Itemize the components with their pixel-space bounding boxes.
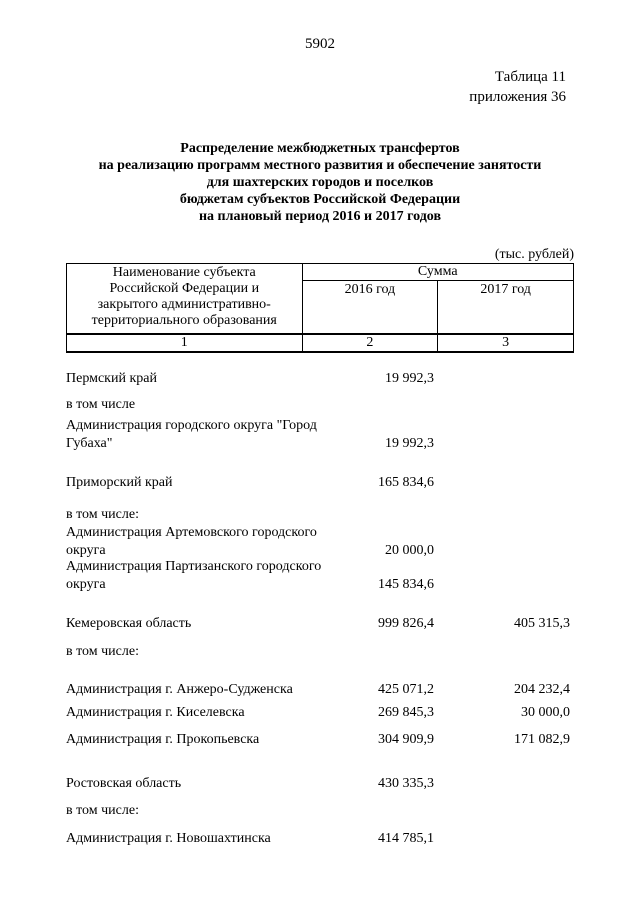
row-name: Администрация городского округа "Город Губаха"	[66, 418, 317, 451]
value-2017: 405 315,3	[514, 616, 570, 631]
value-2017: 171 082,9	[514, 732, 570, 747]
column-number-2: 2	[302, 334, 438, 352]
header-name-line4: территориального образования	[91, 313, 277, 328]
value-2016: 20 000,0	[385, 543, 434, 558]
table-row	[66, 615, 574, 633]
table-row	[66, 417, 574, 453]
row-name: Пермский край	[66, 371, 157, 386]
row-name: Администрация г. Анжеро-Судженска	[66, 682, 293, 697]
row-name: Кемеровская область	[66, 616, 192, 631]
column-number-3: 3	[438, 334, 574, 352]
row-name: Администрация Артемовского городского округа	[66, 525, 317, 558]
table-row	[66, 663, 574, 699]
table-row	[66, 558, 574, 594]
value-2016: 304 909,9	[378, 732, 434, 747]
row-name: в том числе:	[66, 644, 139, 659]
table-row	[66, 775, 574, 793]
table-row	[66, 506, 574, 524]
row-name: в том числе:	[66, 507, 139, 522]
row-name: Администрация Партизанского городского округа	[66, 559, 322, 592]
header-name-line1: Наименование субъекта	[112, 265, 256, 280]
table-reference-line2: приложения 36	[469, 89, 566, 105]
table-row	[66, 474, 574, 492]
header-year-2017: 2017 год	[438, 281, 574, 334]
table-reference-line1: Таблица 11	[494, 69, 566, 85]
table-row	[66, 704, 574, 722]
header-year-2016: 2016 год	[302, 281, 438, 334]
value-2016: 414 785,1	[378, 831, 434, 846]
title-line2: на реализацию программ местного развития и обеспечение занятости	[98, 158, 542, 173]
page-number: 5902	[305, 36, 335, 52]
value-2017: 204 232,4	[514, 682, 570, 697]
row-name: Администрация г. Новошахтинска	[66, 831, 271, 846]
value-2016: 19 992,3	[385, 371, 434, 386]
column-number-1: 1	[67, 334, 303, 352]
value-2016: 145 834,6	[378, 577, 434, 592]
value-2016: 430 335,3	[378, 776, 434, 791]
document-title	[0, 140, 640, 225]
header-sum: Сумма	[302, 264, 573, 281]
value-2016: 269 845,3	[378, 705, 434, 720]
value-2016: 425 071,2	[378, 682, 434, 697]
table-row	[66, 802, 574, 820]
row-name: Ростовская область	[66, 776, 182, 791]
value-2016: 19 992,3	[385, 436, 434, 451]
title-line3: для шахтерских городов и поселков	[206, 175, 434, 190]
title-line1: Распределение межбюджетных трансфертов	[180, 141, 460, 156]
row-name: Администрация г. Киселевска	[66, 705, 245, 720]
row-name: Администрация г. Прокопьевска	[66, 732, 260, 747]
header-name-line2: Российской Федерации и	[109, 281, 260, 296]
header-name-line3: закрытого административно-	[97, 297, 271, 312]
table-row	[66, 643, 574, 661]
table-row	[66, 731, 574, 749]
units-label: (тыс. рублей)	[494, 247, 574, 262]
value-2016: 165 834,6	[378, 475, 434, 490]
table-row	[66, 830, 574, 848]
row-name: Приморский край	[66, 475, 173, 490]
title-line5: на плановый период 2016 и 2017 годов	[198, 209, 442, 224]
table-row	[66, 370, 574, 388]
header-name-column	[67, 264, 303, 335]
table-header	[66, 263, 574, 353]
table-reference	[469, 67, 566, 107]
row-name: в том числе	[66, 397, 136, 412]
table-row	[66, 396, 574, 414]
value-2016: 999 826,4	[378, 616, 434, 631]
value-2017: 30 000,0	[521, 705, 570, 720]
title-line4: бюджетам субъектов Российской Федерации	[179, 192, 461, 207]
row-name: в том числе:	[66, 803, 139, 818]
table-row	[66, 524, 574, 560]
